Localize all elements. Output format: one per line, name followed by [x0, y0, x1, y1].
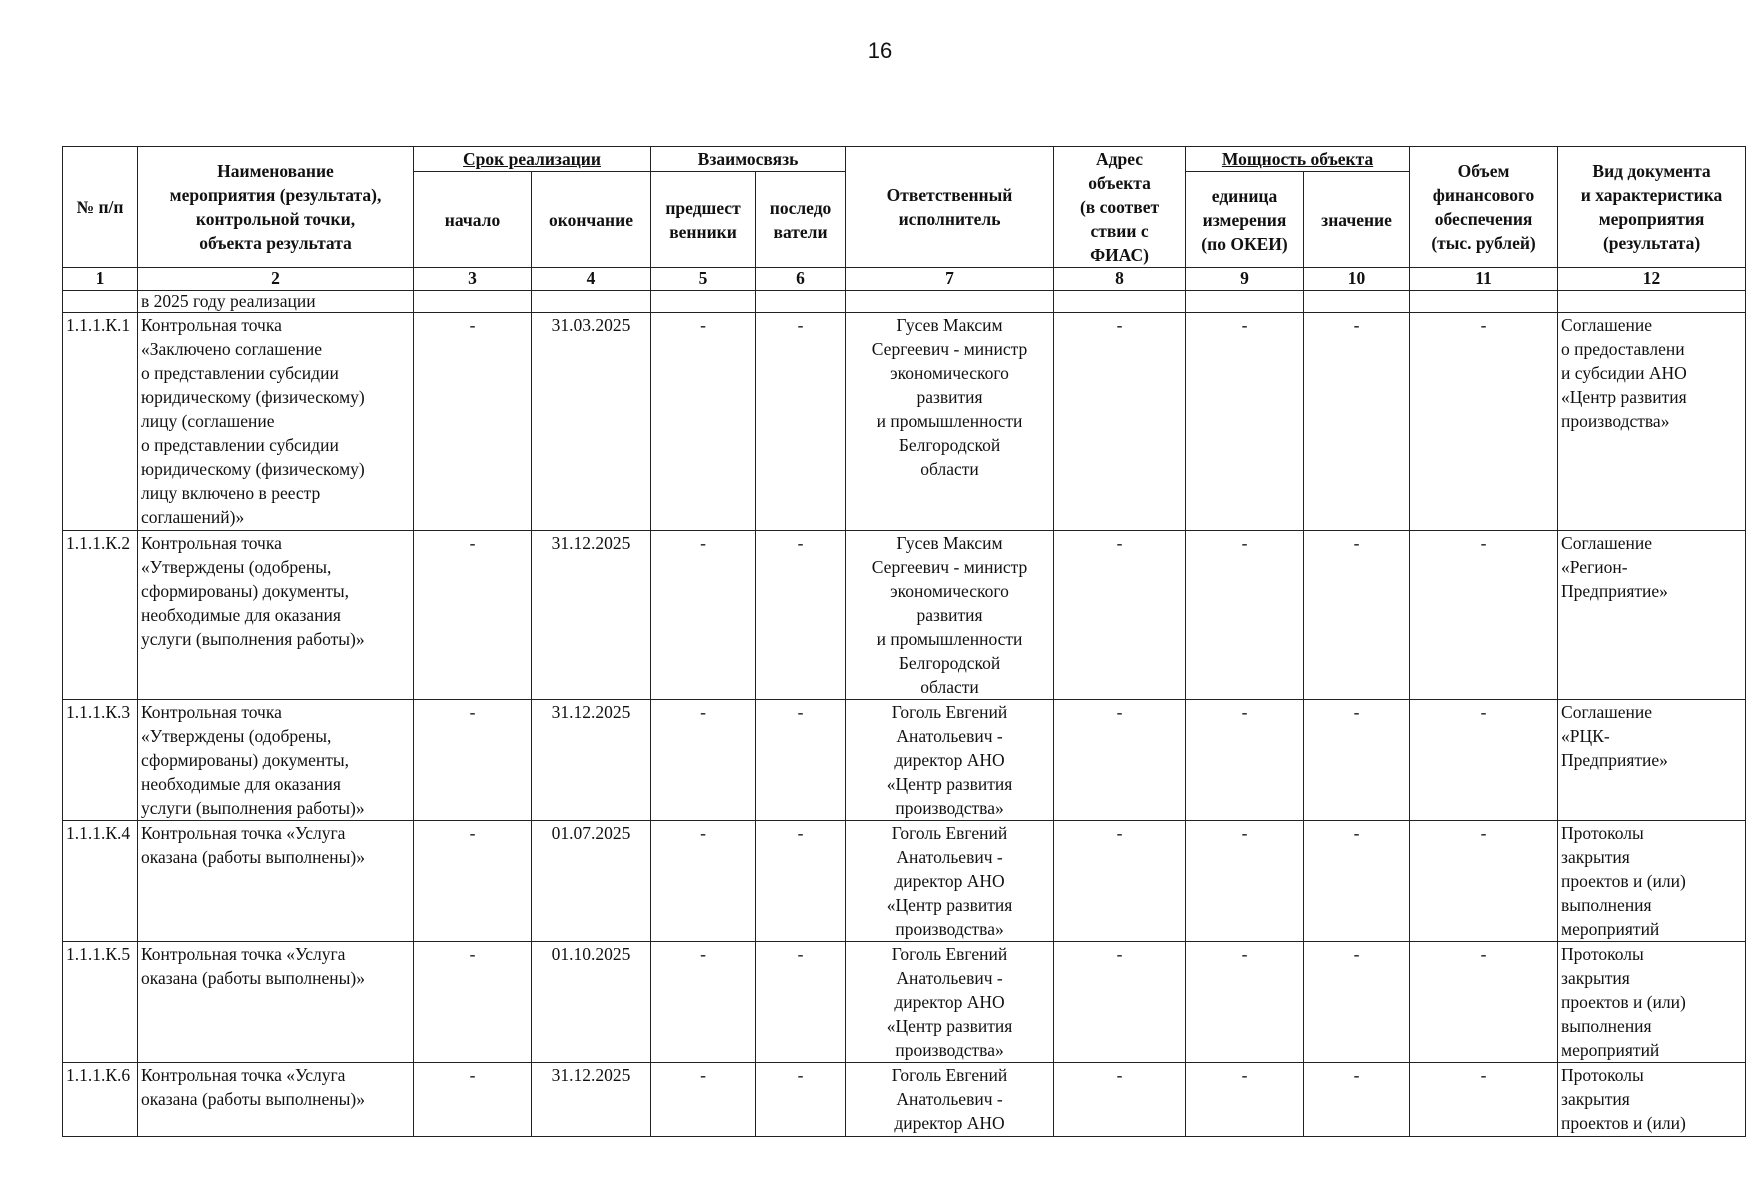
plan-table: [62, 146, 1746, 1137]
row-successors: -: [756, 700, 846, 821]
row-predecessors: -: [651, 700, 756, 821]
row-responsible: Гоголь Евгений Анатольевич - директор АНО «Центр развития производства»: [846, 821, 1054, 942]
table-row: [63, 1063, 1746, 1137]
empty-cell: [1410, 291, 1558, 313]
header-capacity: Мощность объекта: [1186, 147, 1410, 172]
row-end: 01.07.2025: [532, 821, 651, 942]
header-address: Адрес объекта (в соответ ствии с ФИАС): [1054, 147, 1186, 268]
header-finance: Объем финансового обеспечения (тыс. рублей): [1410, 147, 1558, 268]
column-number: 9: [1186, 268, 1304, 291]
row-address: -: [1054, 942, 1186, 1063]
row-value: -: [1304, 942, 1410, 1063]
header-link: Взаимосвязь: [651, 147, 846, 172]
row-predecessors: -: [651, 1063, 756, 1137]
empty-cell: [1186, 291, 1304, 313]
row-unit: -: [1186, 700, 1304, 821]
row-name: Контрольная точка «Услуга оказана (работы выполнены)»: [138, 821, 414, 942]
column-number: 11: [1410, 268, 1558, 291]
page-number: 16: [867, 38, 893, 63]
row-name: Контрольная точка «Утверждены (одобрены, сформированы) документы, необходимые для оказания услуги (выполнения работы)»: [138, 700, 414, 821]
row-document: Соглашение о предоставлени и субсидии АНО «Центр развития производства»: [1558, 313, 1746, 531]
header-start: начало: [414, 172, 532, 268]
header-document: Вид документа и характеристика мероприятия (результата): [1558, 147, 1746, 268]
row-name: Контрольная точка «Услуга оказана (работы выполнены)»: [138, 942, 414, 1063]
row-start: -: [414, 700, 532, 821]
row-document: Протоколы закрытия проектов и (или) выполнения мероприятий: [1558, 821, 1746, 942]
header-predecessors: предшест венники: [651, 172, 756, 268]
row-unit: -: [1186, 313, 1304, 531]
table-row: [63, 700, 1746, 821]
row-responsible: Гусев Максим Сергеевич - министр экономического развития и промышленности Белгородской области: [846, 313, 1054, 531]
header-value: значение: [1304, 172, 1410, 268]
column-numbers-row: [63, 268, 1746, 291]
column-number: 10: [1304, 268, 1410, 291]
empty-cell: [846, 291, 1054, 313]
row-name: Контрольная точка «Утверждены (одобрены, сформированы) документы, необходимые для оказания услуги (выполнения работы)»: [138, 531, 414, 700]
year-row: [63, 291, 1746, 313]
row-end: 31.03.2025: [532, 313, 651, 531]
row-finance: -: [1410, 700, 1558, 821]
row-end: 31.12.2025: [532, 531, 651, 700]
row-end: 31.12.2025: [532, 1063, 651, 1137]
row-name: Контрольная точка «Услуга оказана (работы выполнены)»: [138, 1063, 414, 1137]
row-responsible: Гоголь Евгений Анатольевич - директор АНО «Центр развития производства»: [846, 700, 1054, 821]
row-finance: -: [1410, 313, 1558, 531]
row-successors: -: [756, 942, 846, 1063]
row-predecessors: -: [651, 942, 756, 1063]
header-number: № п/п: [63, 147, 138, 268]
year-label: в 2025 году реализации: [138, 291, 414, 313]
row-successors: -: [756, 1063, 846, 1137]
row-unit: -: [1186, 531, 1304, 700]
row-successors: -: [756, 821, 846, 942]
table-row: [63, 531, 1746, 700]
row-unit: -: [1186, 1063, 1304, 1137]
row-document: Протоколы закрытия проектов и (или) выполнения мероприятий: [1558, 942, 1746, 1063]
row-name: Контрольная точка «Заключено соглашение о представлении субсидии юридическому (физическому) лицу (соглашение о представлении субсидии юридическому (физическому) лицу включено в реестр соглашений)»: [138, 313, 414, 531]
row-id: 1.1.1.К.1: [63, 313, 138, 531]
row-address: -: [1054, 700, 1186, 821]
table-row: [63, 313, 1746, 531]
column-number: 7: [846, 268, 1054, 291]
row-responsible: Гусев Максим Сергеевич - министр экономического развития и промышленности Белгородской области: [846, 531, 1054, 700]
column-number: 3: [414, 268, 532, 291]
row-address: -: [1054, 821, 1186, 942]
row-start: -: [414, 821, 532, 942]
row-document: Соглашение «РЦК- Предприятие»: [1558, 700, 1746, 821]
row-id: 1.1.1.К.2: [63, 531, 138, 700]
column-number: 4: [532, 268, 651, 291]
header-successors: последо ватели: [756, 172, 846, 268]
row-start: -: [414, 1063, 532, 1137]
row-responsible: Гоголь Евгений Анатольевич - директор АНО: [846, 1063, 1054, 1137]
column-number: 12: [1558, 268, 1746, 291]
row-end: 31.12.2025: [532, 700, 651, 821]
row-unit: -: [1186, 821, 1304, 942]
row-value: -: [1304, 700, 1410, 821]
row-id: 1.1.1.К.5: [63, 942, 138, 1063]
row-id: 1.1.1.К.6: [63, 1063, 138, 1137]
row-address: -: [1054, 313, 1186, 531]
row-predecessors: -: [651, 531, 756, 700]
row-end: 01.10.2025: [532, 942, 651, 1063]
column-number: 2: [138, 268, 414, 291]
empty-cell: [756, 291, 846, 313]
empty-cell: [1054, 291, 1186, 313]
empty-cell: [63, 291, 138, 313]
row-value: -: [1304, 531, 1410, 700]
row-responsible: Гоголь Евгений Анатольевич - директор АНО «Центр развития производства»: [846, 942, 1054, 1063]
table-row: [63, 821, 1746, 942]
empty-cell: [532, 291, 651, 313]
row-finance: -: [1410, 531, 1558, 700]
header-period: Срок реализации: [414, 147, 651, 172]
row-value: -: [1304, 1063, 1410, 1137]
row-document: Протоколы закрытия проектов и (или): [1558, 1063, 1746, 1137]
row-value: -: [1304, 313, 1410, 531]
column-number: 8: [1054, 268, 1186, 291]
row-unit: -: [1186, 942, 1304, 1063]
empty-cell: [1558, 291, 1746, 313]
header-name: Наименование мероприятия (результата), контрольной точки, объекта результата: [138, 147, 414, 268]
column-number: 5: [651, 268, 756, 291]
row-address: -: [1054, 531, 1186, 700]
column-number: 6: [756, 268, 846, 291]
header-responsible: Ответственный исполнитель: [846, 147, 1054, 268]
row-finance: -: [1410, 821, 1558, 942]
row-successors: -: [756, 313, 846, 531]
row-finance: -: [1410, 1063, 1558, 1137]
empty-cell: [651, 291, 756, 313]
row-start: -: [414, 942, 532, 1063]
column-number: 1: [63, 268, 138, 291]
header-unit: единица измерения (по ОКЕИ): [1186, 172, 1304, 268]
empty-cell: [1304, 291, 1410, 313]
header-end: окончание: [532, 172, 651, 268]
row-id: 1.1.1.К.3: [63, 700, 138, 821]
row-start: -: [414, 313, 532, 531]
row-value: -: [1304, 821, 1410, 942]
row-start: -: [414, 531, 532, 700]
row-predecessors: -: [651, 313, 756, 531]
row-address: -: [1054, 1063, 1186, 1137]
row-predecessors: -: [651, 821, 756, 942]
row-id: 1.1.1.К.4: [63, 821, 138, 942]
row-document: Соглашение «Регион- Предприятие»: [1558, 531, 1746, 700]
empty-cell: [414, 291, 532, 313]
row-successors: -: [756, 531, 846, 700]
row-finance: -: [1410, 942, 1558, 1063]
table-row: [63, 942, 1746, 1063]
